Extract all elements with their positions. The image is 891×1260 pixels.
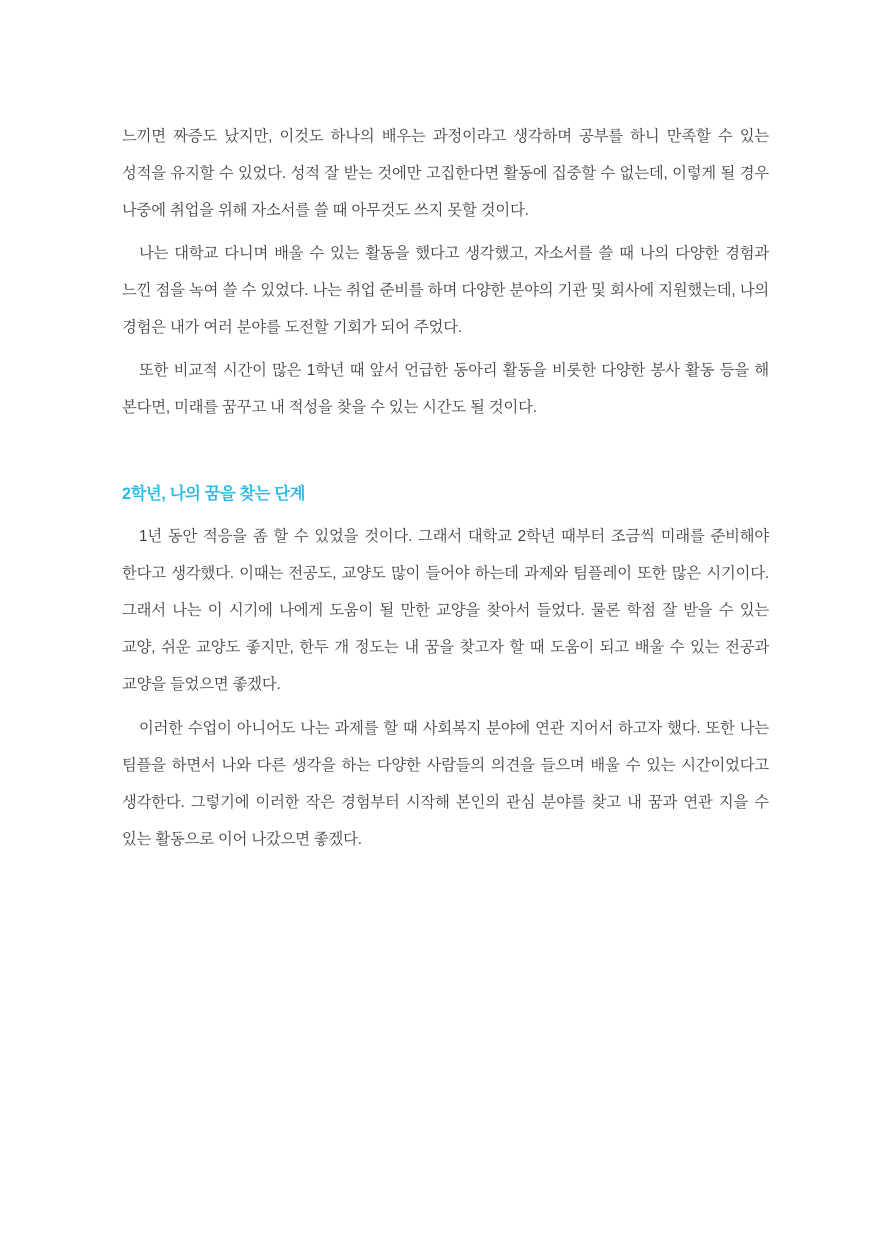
section-heading-second-year: 2학년, 나의 꿈을 찾는 단계 — [122, 485, 306, 504]
paragraph-second-year-intro: 1년 동안 적응을 좀 할 수 있었을 것이다. 그래서 대학교 2학년 때부터 조금씩 미래를 준비해야 한다고 생각했다. 이때는 전공도, 교양도 많이 들어야 하는데 과제와 팀플레이 또한 많은 시기이다. 그래서 나는 이 시기에 나에게 도움이 될 만한 교양을 찾아서 들었다. 물론 학점 잘 받을 수 있는 교양, 쉬운 교양도 좋지만, 한두 개 정도는 내 꿈을 찾고자 할 때 도움이 되고 배울 수 있는 전공과 교양을 들었으면 좋겠다. — [122, 528, 769, 694]
paragraph-continuation: 느끼면 짜증도 났지만, 이것도 하나의 배우는 과정이라고 생각하며 공부를 하니 만족할 수 있는 성적을 유지할 수 있었다. 성적 잘 받는 것에만 고집한다면 활동에 집중할 수 없는데, 이렇게 될 경우 나중에 취업을 위해 자소서를 쓸 때 아무것도 쓰지 못할 것이다. — [122, 128, 769, 220]
paragraph-team-project: 이러한 수업이 아니어도 나는 과제를 할 때 사회복지 분야에 연관 지어서 하고자 했다. 또한 나는 팀플을 하면서 나와 다른 생각을 하는 다양한 사람들의 의견을 들으며 배울 수 있는 시간이었다고 생각한다. 그렇기에 이러한 작은 경험부터 시작해 본인의 관심 분야를 찾고 내 꿈과 연관 지을 수 있는 활동으로 이어 나갔으면 좋겠다. — [122, 719, 769, 848]
paragraph-first-year: 또한 비교적 시간이 많은 1학년 때 앞서 언급한 동아리 활동을 비롯한 다양한 봉사 활동 등을 해 본다면, 미래를 꿈꾸고 내 적성을 찾을 수 있는 시간도 될 것이다. — [122, 362, 769, 417]
paragraph-experience: 나는 대학교 다니며 배울 수 있는 활동을 했다고 생각했고, 자소서를 쓸 때 나의 다양한 경험과 느낀 점을 녹여 쓸 수 있었다. 나는 취업 준비를 하며 다양한 분야의 기관 및 회사에 지원했는데, 나의 경험은 내가 여러 분야를 도전할 기회가 되어 주었다. — [122, 245, 769, 337]
